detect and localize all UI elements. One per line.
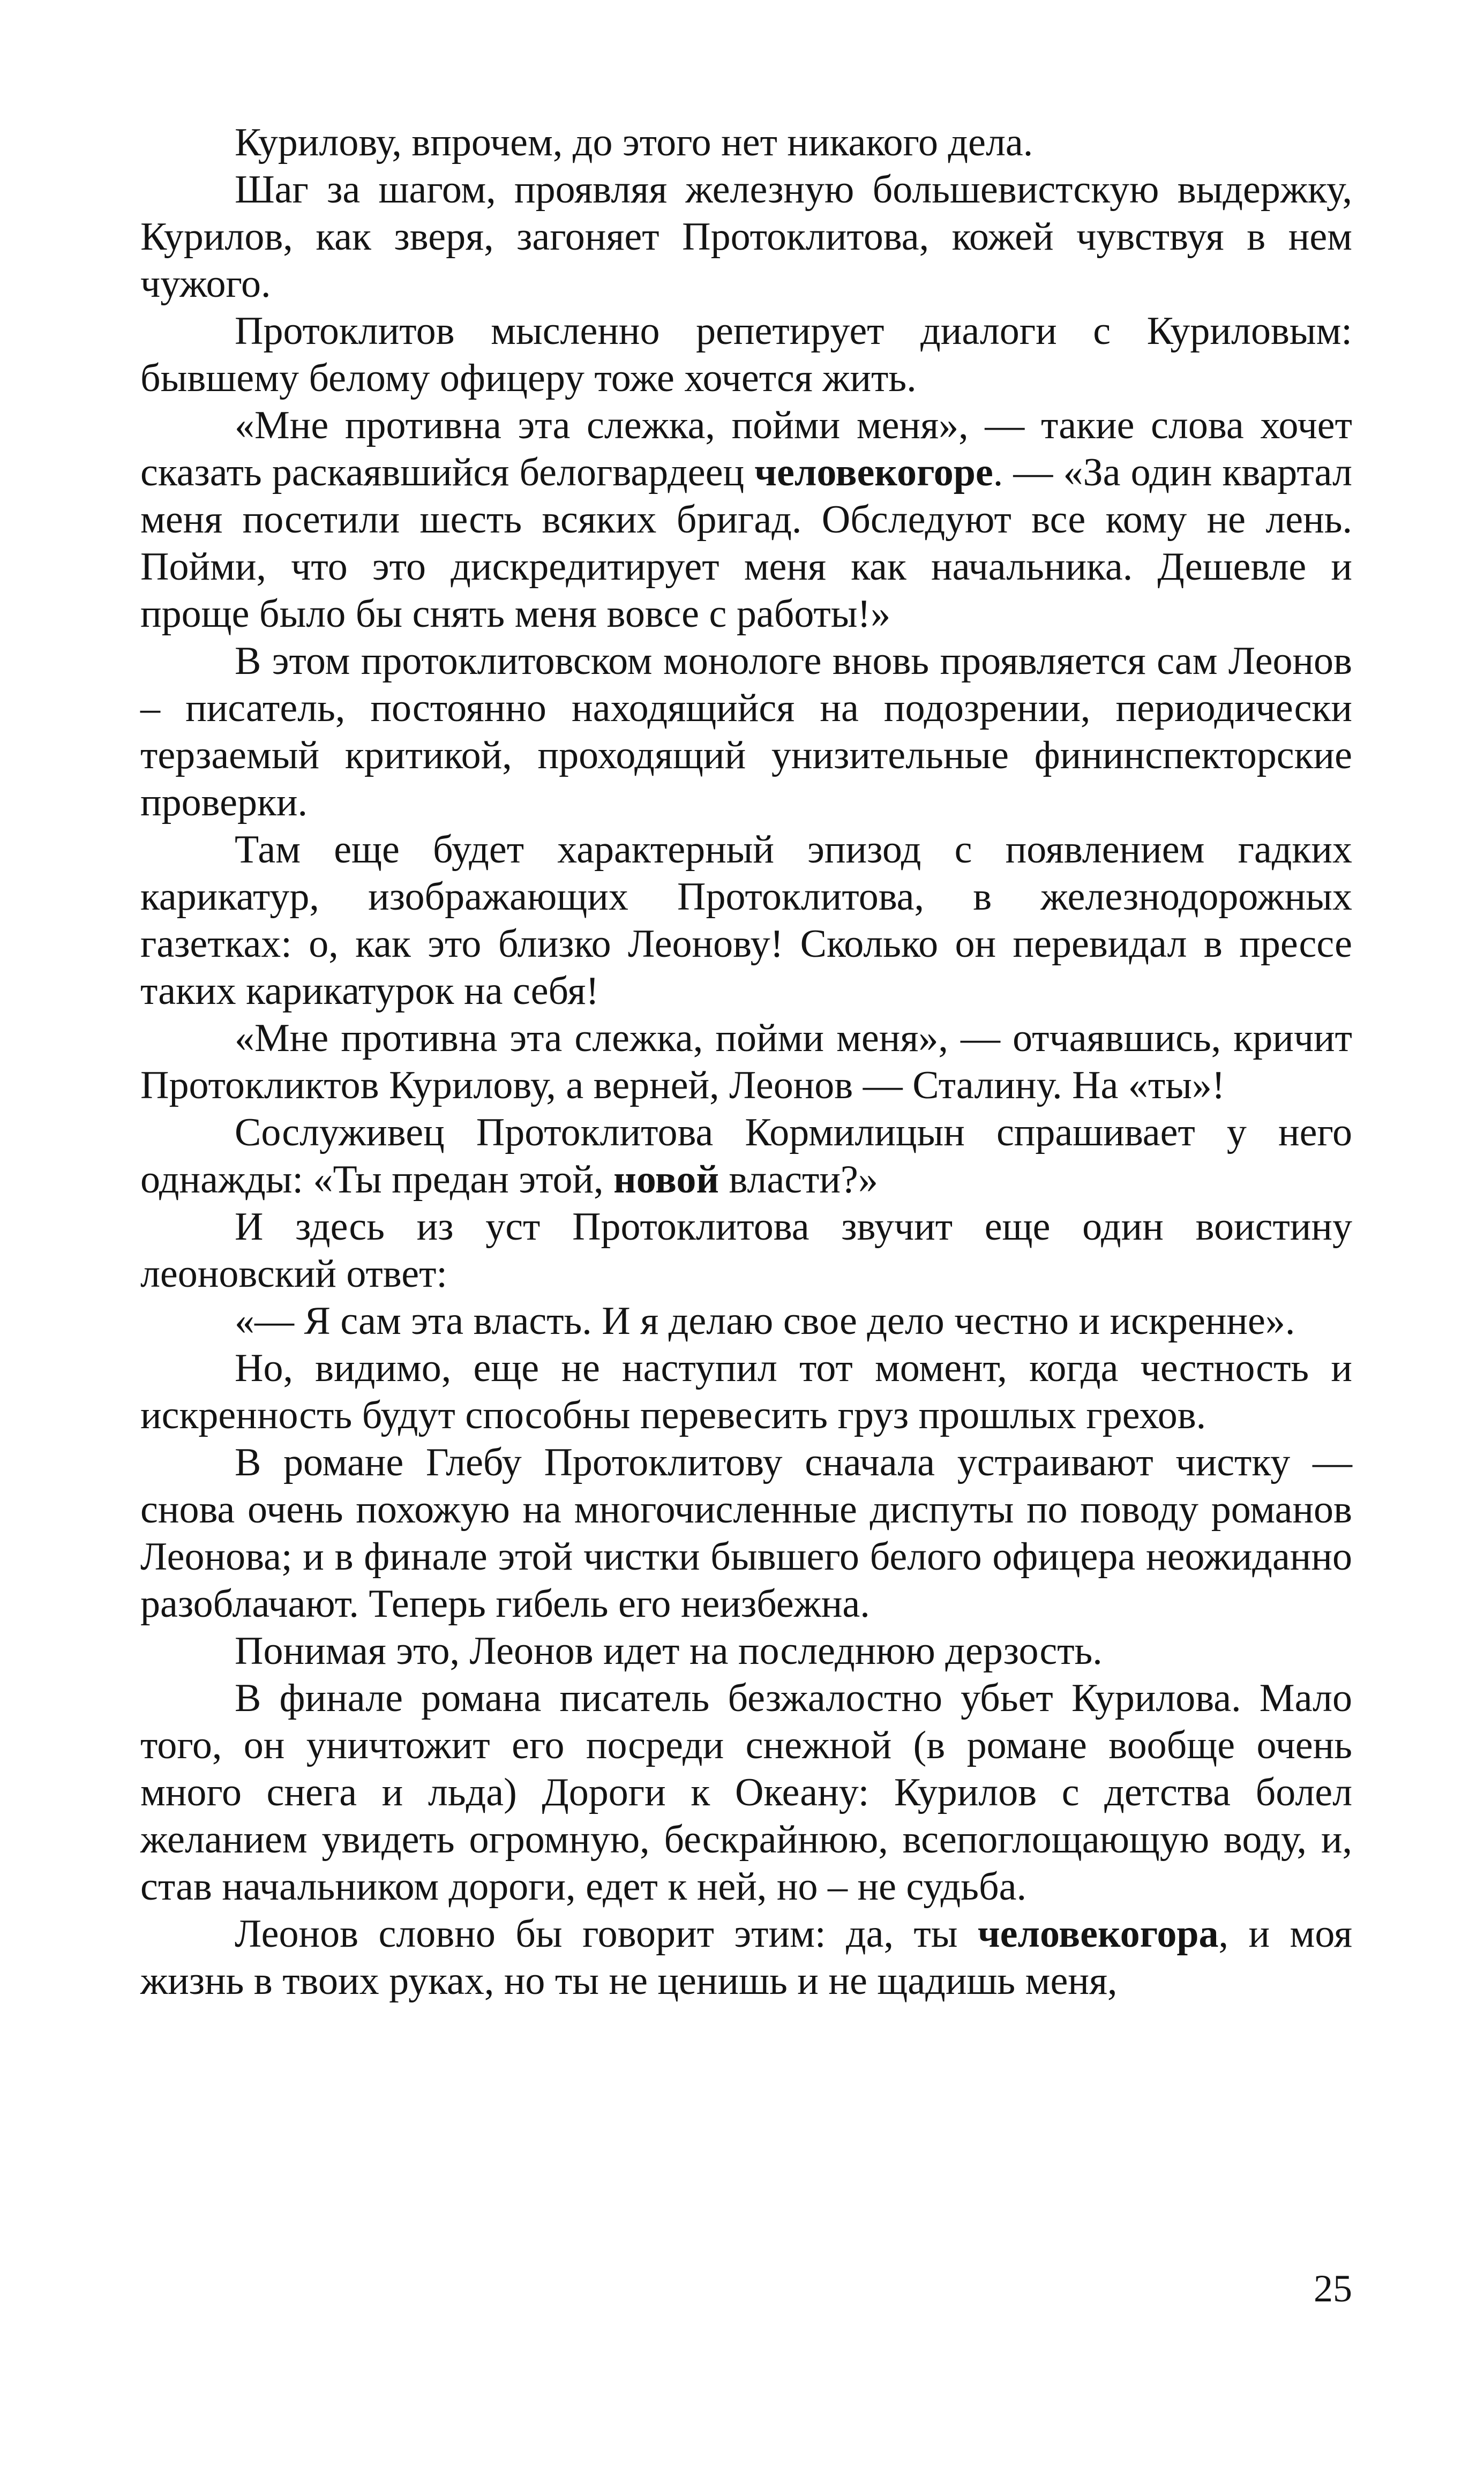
paragraph	[140, 119, 1352, 166]
paragraph	[140, 1675, 1352, 1910]
text-run: В этом протоклитовском монологе вновь проявляется сам Леонов – писатель, постоянно находящийся на подозрении, периодически терзаемый критикой, проходящий унизительные фининспекторские проверки.	[140, 639, 1352, 824]
text-run: Протоклитов мысленно репетирует диалоги с Куриловым: бывшему белому офицеру тоже хочется жить.	[140, 309, 1352, 400]
paragraph	[140, 307, 1352, 402]
text-run: Леонов словно бы говорит этим: да, ты	[235, 1912, 978, 1956]
paragraph	[140, 1910, 1352, 2005]
paragraph	[140, 1297, 1352, 1345]
paragraph	[140, 1345, 1352, 1439]
bold-term: человекогоре	[754, 451, 993, 494]
paragraph	[140, 1109, 1352, 1203]
paragraph	[140, 1015, 1352, 1109]
text-run: И здесь из уст Протоклитова звучит еще один воистину леоновский ответ:	[140, 1205, 1352, 1296]
text-run: «Мне противна эта слежка, пойми меня», — отчаявшись, кричит Протокликтов Курилову, а верней, Леонов — Сталину. На «ты»!	[140, 1016, 1352, 1107]
bold-term: человекогора	[977, 1912, 1219, 1956]
page-number: 25	[1314, 2267, 1352, 2310]
text-run: Шаг за шагом, проявляя железную большевистскую выдержку, Курилов, как зверя, загоняет Протоклитова, кожей чувствуя в нем чужого.	[140, 168, 1352, 306]
paragraph	[140, 166, 1352, 307]
text-run: власти?»	[718, 1158, 878, 1202]
paragraph	[140, 1439, 1352, 1627]
paragraph	[140, 402, 1352, 637]
text-run: «— Я сам эта власть. И я делаю свое дело честно и искренне».	[235, 1299, 1295, 1343]
paragraph	[140, 1627, 1352, 1675]
paragraph	[140, 637, 1352, 826]
bold-term: новой	[613, 1158, 719, 1202]
text-run: В финале романа писатель безжалостно убьет Курилова. Мало того, он уничтожит его посреди снежной (в романе вообще очень много снега и льда) Дороги к Океану: Курилов с детства болел желанием увидеть огромную, бескрайнюю, всепоглощающую воду, и, став начальником дороги, едет к ней, но – не судьба.	[140, 1676, 1352, 1909]
text-run: В романе Глебу Протоклитову сначала устраивают чистку — снова очень похожую на многочисленные диспуты по поводу романов Леонова; и в финале этой чистки бывшего белого офицера неожиданно разоблачают. Теперь гибель его неизбежна.	[140, 1441, 1352, 1626]
text-run: Там еще будет характерный эпизод с появлением гадких карикатур, изображающих Протоклитова, в железнодорожных газетках: о, как это близко Леонову! Сколько он перевидал в прессе таких карикатурок на себя!	[140, 828, 1352, 1013]
text-run: Понимая это, Леонов идет на последнюю дерзость.	[235, 1629, 1103, 1673]
text-run: «Мне противна эта слежка, пойми меня», — такие слова хочет сказать раскаявшийся белогвардеец	[140, 403, 1352, 494]
text-run: Сослуживец Протоклитова Кормилицын спрашивает у него однажды: «Ты предан этой,	[140, 1111, 1352, 1202]
text-run: , и моя жизнь в твоих руках, но ты не ценишь и не щадишь меня,	[140, 1912, 1352, 2003]
paragraph	[140, 826, 1352, 1015]
paragraph	[140, 1203, 1352, 1297]
text-run: Курилову, впрочем, до этого нет никакого дела.	[235, 121, 1033, 164]
text-run: Но, видимо, еще не наступил тот момент, когда честность и искренность будут способны перевесить груз прошлых грехов.	[140, 1346, 1352, 1437]
body-text	[140, 119, 1352, 2005]
text-run: . — «За один квартал меня посетили шесть всяких бригад. Обследуют все кому не лень. Пойми, что это дискредитирует меня как начальника. Дешевле и проще было бы снять меня вовсе с работы!»	[140, 451, 1352, 636]
